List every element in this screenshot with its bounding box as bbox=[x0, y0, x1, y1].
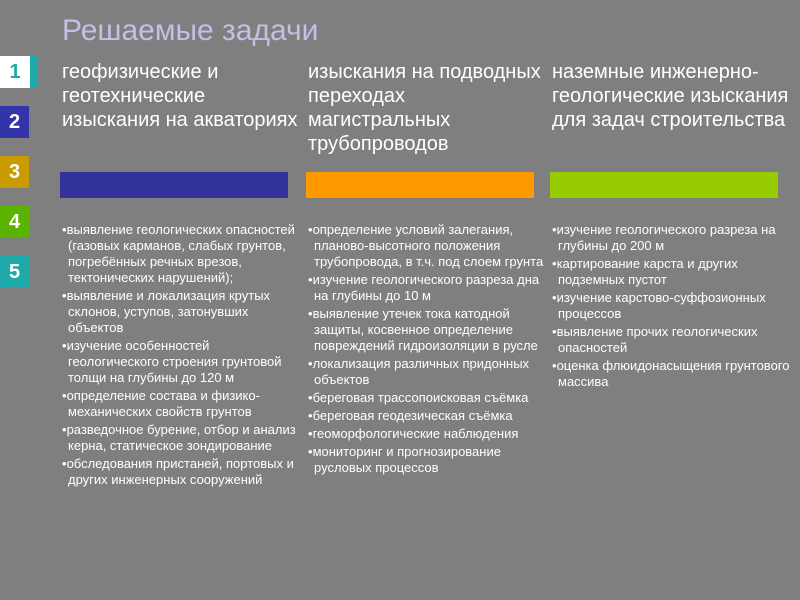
side-number-1[interactable]: 1 bbox=[0, 56, 38, 88]
column-item-list bbox=[548, 222, 792, 390]
column-heading: геофизические и геотехнические изыскания на акваториях bbox=[62, 61, 298, 131]
list-item: • береговая геодезическая съёмка bbox=[304, 408, 548, 424]
list-item: • выявление утечек тока катодной защиты, косвенное определение повреждений гидроизоляции в русле bbox=[304, 306, 548, 354]
list-item: • определение условий залегания, планово-высотного положения трубопровода, в т.ч. под слоем грунта bbox=[304, 222, 548, 270]
list-item: • выявление прочих геологических опасностей bbox=[548, 324, 792, 356]
list-item: • изучение карстово-суффозионных процессов bbox=[548, 290, 792, 322]
column-color-bar bbox=[550, 172, 778, 198]
list-item: • выявление геологических опасностей (газовых карманов, слабых грунтов, погребённых речных врезов, тектонических нарушений); bbox=[58, 222, 302, 286]
list-item: • изучение геологического разреза дна на глубины до 10 м bbox=[304, 272, 548, 304]
list-item: • картирование карста и других подземных пустот bbox=[548, 256, 792, 288]
list-item: • выявление и локализация крутых склонов, уступов, затонувших объектов bbox=[58, 288, 302, 336]
list-item: • оценка флюидонасыщения грунтового массива bbox=[548, 358, 792, 390]
column-3 bbox=[552, 60, 792, 392]
list-item: • определение состава и физико-механических свойств грунтов bbox=[58, 388, 302, 420]
column-item-list bbox=[304, 222, 548, 476]
list-item: • изучение особенностей геологического строения грунтовой толщи на глубины до 120 м bbox=[58, 338, 302, 386]
list-item: • геоморфологические наблюдения bbox=[304, 426, 548, 442]
side-number-4[interactable]: 4 bbox=[0, 206, 29, 238]
column-heading: изыскания на подводных переходах магистральных трубопроводов bbox=[308, 61, 541, 155]
list-item: • локализация различных придонных объектов bbox=[304, 356, 548, 388]
column-item-list bbox=[58, 222, 302, 488]
list-item: • изучение геологического разреза на глубины до 200 м bbox=[548, 222, 792, 254]
list-item: • береговая трассопоисковая съёмка bbox=[304, 390, 548, 406]
column-1 bbox=[62, 60, 302, 490]
list-item: • обследования пристаней, портовых и других инженерных сооружений bbox=[58, 456, 302, 488]
column-2 bbox=[308, 60, 548, 478]
list-item: • разведочное бурение, отбор и анализ керна, статическое зондирование bbox=[58, 422, 302, 454]
side-number-5[interactable]: 5 bbox=[0, 256, 29, 288]
side-number-3[interactable]: 3 bbox=[0, 156, 29, 188]
column-color-bar bbox=[60, 172, 288, 198]
column-color-bar bbox=[306, 172, 534, 198]
side-number-2[interactable]: 2 bbox=[0, 106, 29, 138]
list-item: • мониторинг и прогнозирование русловых процессов bbox=[304, 444, 548, 476]
slide-title: Решаемые задачи bbox=[62, 14, 319, 47]
column-heading: наземные инженерно-геологические изыскания для задач строительства bbox=[552, 61, 789, 131]
